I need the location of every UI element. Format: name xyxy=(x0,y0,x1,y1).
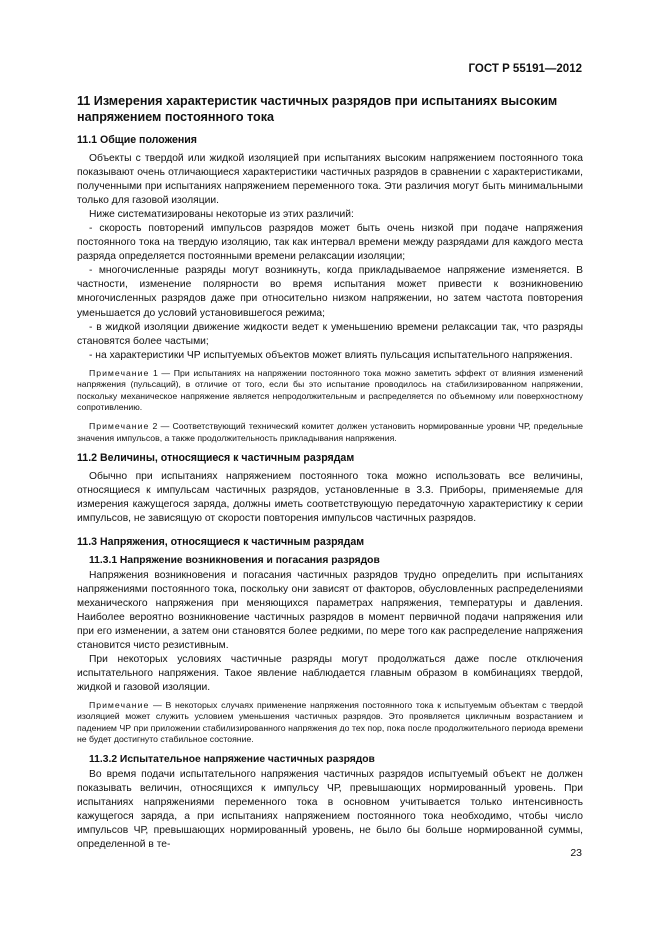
note-2 xyxy=(77,421,583,444)
note-text: 2 — Соответствующий технический комитет должен установить нормированные уровни ЧР, предельные значения импульсов, а также продолжительность прикладывания напряжения. xyxy=(77,421,583,443)
paragraph: Ниже систематизированы некоторые из этих различий: xyxy=(89,209,354,221)
list-item: - на характеристики ЧР испытуемых объектов может влиять пульсация испытательного напряжения. xyxy=(89,349,573,361)
note-text: 1 — При испытаниях на напряжении постоянного тока можно заметить эффект от влияния изменений напряжения (пульсаций), в отличие от того, если бы это испытание проводилось на стабилизированном напряжении, поскольку механическое напряжение является непродолжительным и распределяется по объемному или поверхностному сопротивлению. xyxy=(77,367,583,413)
standard-header: ГОСТ Р 55191—2012 xyxy=(468,63,582,75)
section-11-1-title: 11.1 Общие положения xyxy=(77,134,197,146)
page-content xyxy=(77,93,583,851)
paragraph: Напряжения возникновения и погасания частичных разрядов трудно определить при испытаниях напряжениями постоянного тока, поскольку они зависят от факторов, обусловленных распределениями механического напряжения при меняющихся параметрах напряжения, температуры и давления. Наиболее вероятно возникновение частичных разрядов в момент первичной подачи напряжения или при его изменении, а затем они становятся более редкими, по мере того как распределение напряжения становится чисто резистивным. xyxy=(77,570,583,651)
section-11-2-title: 11.2 Величины, относящиеся к частичным разрядам xyxy=(77,452,355,465)
list-item: - многочисленные разряды могут возникнуть, когда прикладываемое напряжение изменяется. В частности, изменение полярности во время испытания может привести к возникновению многочисленных разрядов даже при относительно низком напряжении, но затем частота повторения уменьшается до условий установившегося режима; xyxy=(77,265,583,319)
note-label: Примечание xyxy=(89,367,150,378)
paragraph: Объекты с твердой или жидкой изоляцией при испытаниях высоким напряжением постоянного тока показывают очень отличающиеся характеристики частичных разрядов в сравнении с характеристиками, полученными при испытаниях напряжением переменного тока. Эти различия могут быть минимальными только для газовой изоляции. xyxy=(77,153,583,207)
section-11-3-title: 11.3 Напряжения, относящиеся к частичным разрядам xyxy=(77,536,365,549)
paragraph: Во время подачи испытательного напряжения частичных разрядов испытуемый объект не должен показывать величин, относящихся к импульсу ЧР, превышающих нормированный уровень. При испытаниях напряжениями переменного тока в основном учитывается только интенсивность кажущегося заряда, а при испытаниях напряжением постоянного тока необходимо, чтобы число импульсов ЧР, превышающих нормированный уровень, не было бы больше нормированной суммы, определенной в те- xyxy=(77,768,583,850)
note-1 xyxy=(77,368,583,414)
note-label: Примечание xyxy=(89,699,150,710)
section-11-3-1-title: 11.3.1 Напряжение возникновения и погасания разрядов xyxy=(89,555,380,567)
note-label: Примечание xyxy=(89,421,150,432)
paragraph: Обычно при испытаниях напряжением постоянного тока можно использовать все величины, относящиеся к импульсам частичных разрядов, установленные в 3.3. Приборы, применяемые для измерения кажущегося заряда, должны иметь соответствующую передаточную характеристику к серии импульсов, не зависящую от скорости повторения импульсов частичных разрядов. xyxy=(77,471,583,525)
note xyxy=(77,700,583,746)
page-number: 23 xyxy=(570,847,582,859)
list-item: - в жидкой изоляции движение жидкости ведет к уменьшению времени релаксации так, что разряды становятся более частыми; xyxy=(77,321,583,347)
note-text: — В некоторых случаях применение напряжения постоянного тока к испытуемым объектам с твердой изоляцией может служить условием уменьшения частичных разрядов. Это проявляется цикличным возрастанием и падением ЧР при приложении стабилизированного напряжения до тех пор, пока после продолжительного периода времени не будет достигнуто стабильное состояние. xyxy=(77,699,583,745)
section-11-title: 11 Измерения характеристик частичных разрядов при испытаниях высоким напряжением постоянного тока xyxy=(77,94,558,124)
section-11-3-2-title: 11.3.2 Испытательное напряжение частичных разрядов xyxy=(89,753,375,765)
list-item: - скорость повторений импульсов разрядов может быть очень низкой при подаче напряжения постоянного тока на твердую изоляцию, так как интервал времени между разрядами для каждого места разряда определяется постоянными времени релаксации изоляции; xyxy=(77,223,583,263)
paragraph: При некоторых условиях частичные разряды могут продолжаться даже после отключения испытательного напряжения. Такое явление наблюдается главным образом в комбинациях твердой, жидкой и газовой изоляции. xyxy=(77,653,583,693)
